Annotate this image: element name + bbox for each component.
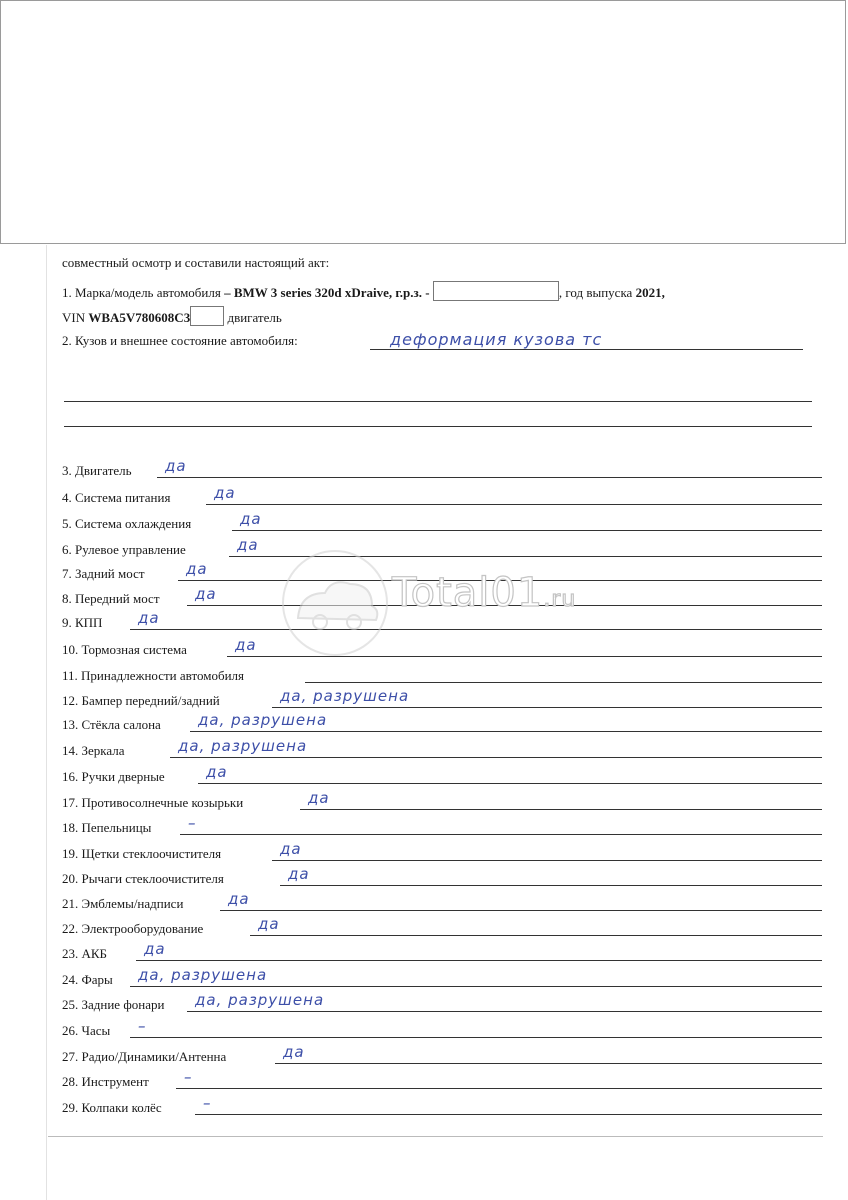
fill-line <box>305 682 822 683</box>
fill-line <box>130 1037 822 1038</box>
item-value: да, разрушена <box>198 711 328 729</box>
item-label: 23. АКБ <box>62 946 108 961</box>
item-value: да <box>186 560 208 578</box>
fill-line <box>180 834 822 835</box>
item-label: 25. Задние фонари <box>62 997 165 1012</box>
item-value: да <box>165 457 187 475</box>
watermark-suffix: .ru <box>543 587 577 612</box>
fill-line <box>176 1088 822 1089</box>
item-label: 4. Система питания <box>62 490 171 505</box>
item-label: 28. Инструмент <box>62 1074 149 1089</box>
item-value: да, разрушена <box>178 737 308 755</box>
item-value: да, разрушена <box>195 991 325 1009</box>
plate-redacted-box <box>433 281 559 301</box>
redacted-header-area <box>0 0 846 244</box>
vehicle-line <box>62 281 665 301</box>
item-label: 26. Часы <box>62 1023 111 1038</box>
fill-line <box>280 885 822 886</box>
fill-line <box>232 530 822 531</box>
item-value: да <box>138 609 160 627</box>
item-value: да <box>144 940 166 958</box>
item-label: 10. Тормозная система <box>62 642 187 657</box>
vin-label: VIN <box>62 310 86 325</box>
fill-line <box>195 1114 822 1115</box>
fill-line <box>136 960 822 961</box>
fill-line <box>190 731 822 732</box>
year-label: , год выпуска <box>558 285 633 300</box>
item-label: 9. КПП <box>62 615 103 630</box>
vin-redacted-box <box>190 306 224 326</box>
item-label: 20. Рычаги стеклоочистителя <box>62 871 224 886</box>
body-state-value: деформация кузова тс <box>390 330 603 349</box>
fill-line <box>64 401 812 402</box>
watermark-text: Total01 <box>392 570 544 616</box>
fill-line <box>206 504 822 505</box>
item-value: да <box>240 510 262 528</box>
fill-line <box>130 986 822 987</box>
item-value: да <box>288 865 310 883</box>
fill-line <box>198 783 822 784</box>
item-label: 24. Фары <box>62 972 113 987</box>
vehicle-model: – BMW 3 series 320d xDraive, г.р.з. - <box>224 285 430 300</box>
item-label: 14. Зеркала <box>62 743 125 758</box>
item-value: да <box>283 1043 305 1061</box>
item-value: – <box>203 1094 212 1112</box>
item-label: 21. Эмблемы/надписи <box>62 896 184 911</box>
fill-line <box>64 426 812 427</box>
item-value: да <box>214 484 236 502</box>
fill-line <box>272 707 822 708</box>
watermark <box>392 570 576 616</box>
bottom-divider <box>48 1136 823 1137</box>
item-value: да <box>237 536 259 554</box>
item-label: 5. Система охлаждения <box>62 516 192 531</box>
item-label: 27. Радио/Динамики/Антенна <box>62 1049 227 1064</box>
item-value: – <box>138 1017 147 1035</box>
vin-line <box>62 306 282 326</box>
item-value: – <box>184 1068 193 1086</box>
item-value: да <box>258 915 280 933</box>
page-edge <box>46 245 47 1200</box>
fill-line <box>370 349 803 350</box>
vin-value: WBA5V780608C3 <box>88 310 191 325</box>
fill-line <box>300 809 822 810</box>
item-value: да <box>308 789 330 807</box>
fill-line <box>272 860 822 861</box>
item-label: 17. Противосолнечные козырьки <box>62 795 244 810</box>
item-value: да <box>235 636 257 654</box>
item-label: 19. Щетки стеклоочистителя <box>62 846 222 861</box>
fill-line <box>157 477 822 478</box>
item-label: 8. Передний мост <box>62 591 160 606</box>
item-label: 18. Пепельницы <box>62 820 152 835</box>
year-value: 2021, <box>635 285 665 300</box>
item-label: 3. Двигатель <box>62 463 132 478</box>
fill-line <box>220 910 822 911</box>
item-label: 12. Бампер передний/задний <box>62 693 220 708</box>
item-value: да <box>228 890 250 908</box>
item-value: да <box>280 840 302 858</box>
item-value: да <box>206 763 228 781</box>
item-value: да, разрушена <box>138 966 268 984</box>
item-label: 13. Стёкла салона <box>62 717 161 732</box>
item-label: 16. Ручки дверные <box>62 769 165 784</box>
item-label: 7. Задний мост <box>62 566 145 581</box>
engine-label: двигатель <box>227 310 282 325</box>
item-value: да, разрушена <box>280 687 410 705</box>
fill-line <box>187 1011 822 1012</box>
item-label: 22. Электрооборудование <box>62 921 204 936</box>
item-label: 29. Колпаки колёс <box>62 1100 162 1115</box>
fill-line <box>275 1063 822 1064</box>
vehicle-label: 1. Марка/модель автомобиля <box>62 285 221 300</box>
fill-line <box>170 757 822 758</box>
item-value: – <box>188 814 197 832</box>
item-label: 11. Принадлежности автомобиля <box>62 668 244 683</box>
item-value: да <box>195 585 217 603</box>
item-label: 6. Рулевое управление <box>62 542 186 557</box>
body-state-label: 2. Кузов и внешнее состояние автомобиля: <box>62 333 298 348</box>
fill-line <box>250 935 822 936</box>
intro-text: совместный осмотр и составили настоящий акт: <box>62 255 330 270</box>
